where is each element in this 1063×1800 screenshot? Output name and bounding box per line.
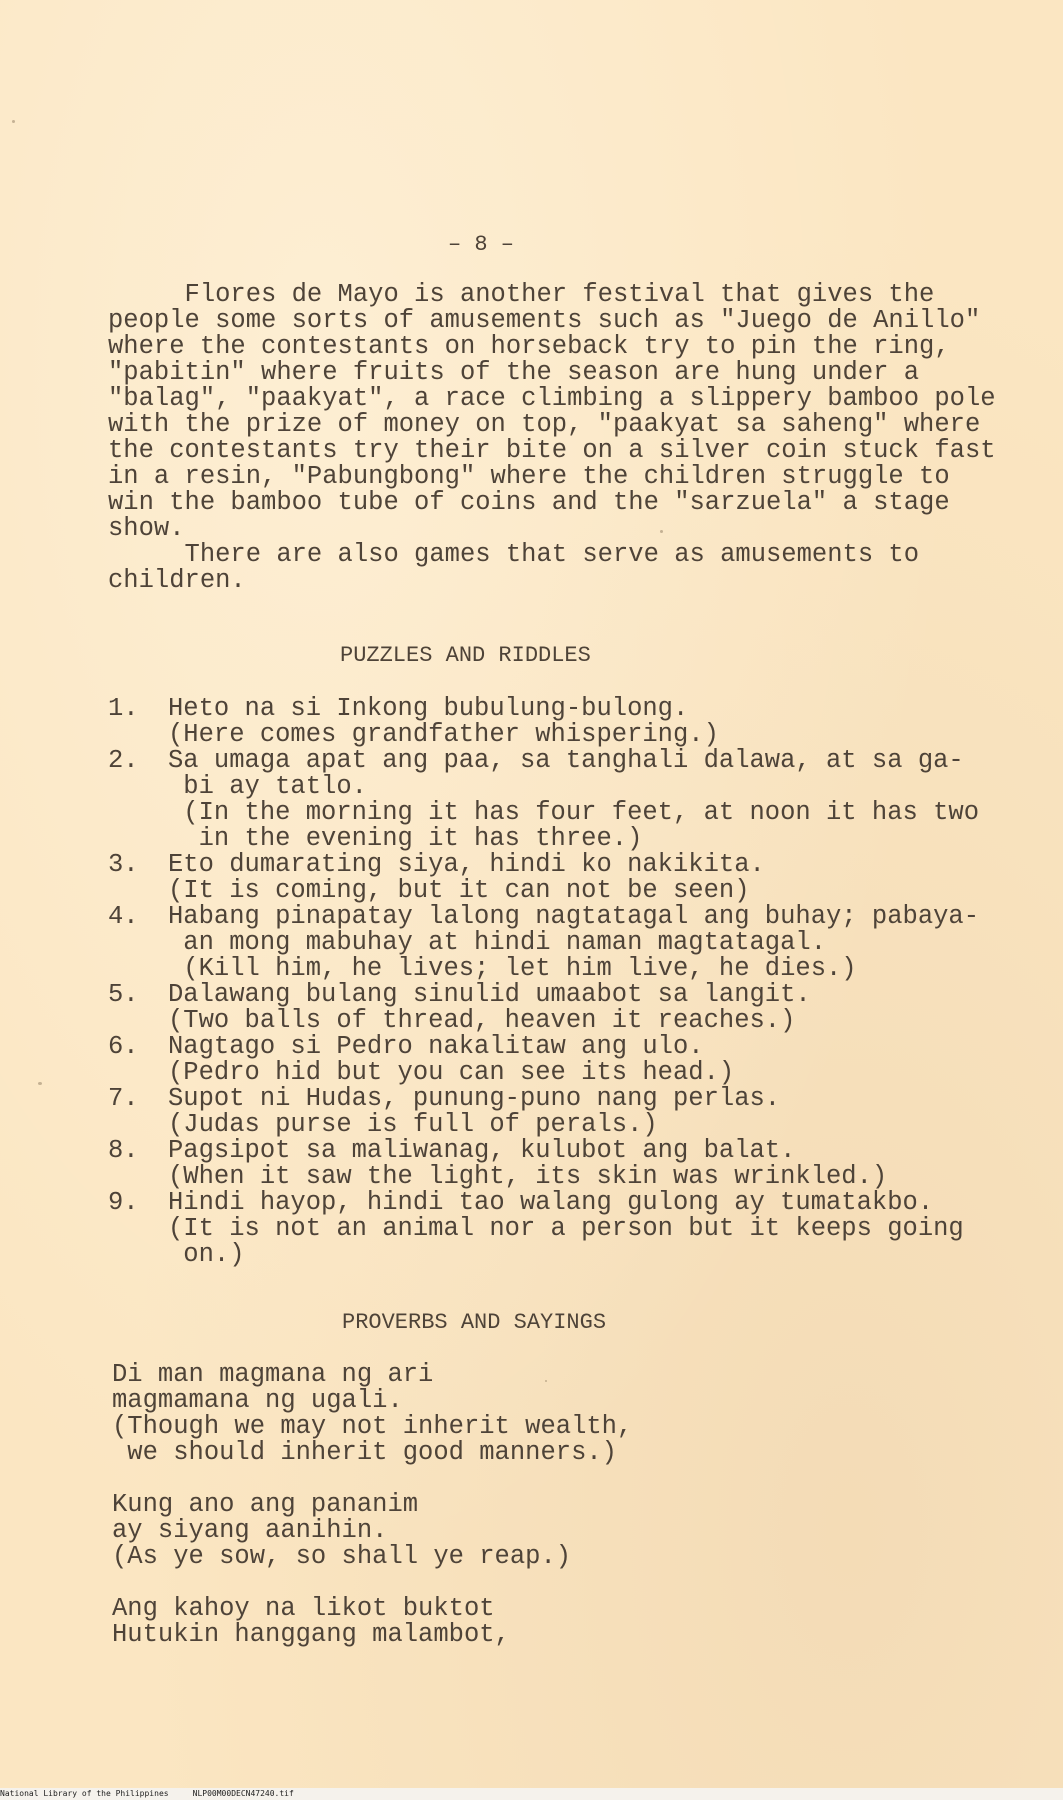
riddle-number: 9.	[108, 1188, 139, 1217]
riddle-text: Supot ni Hudas, punung-puno nang perlas. (Judas purse is full of perals.)	[168, 1084, 781, 1139]
riddle-number: 5.	[108, 980, 139, 1009]
list-item	[108, 982, 979, 1034]
riddle-number: 4.	[108, 902, 139, 931]
list-item	[108, 696, 979, 748]
riddle-text: Habang pinapatay lalong nagtatagal ang buhay; pabaya- an mong mabuhay at hindi naman magtatagal. (Kill him, he lives; let him live, he dies.)	[168, 902, 980, 983]
list-item	[108, 904, 979, 982]
paper-speck	[38, 1082, 42, 1085]
paper-speck	[660, 530, 663, 533]
riddle-number: 8.	[108, 1136, 139, 1165]
proverb: Di man magmana ng ari magmamana ng ugali. (Though we may not inherit wealth, we should inherit good manners.)	[112, 1360, 633, 1467]
riddle-number: 1.	[108, 694, 139, 723]
riddle-text: Dalawang bulang sinulid umaabot sa langit. (Two balls of thread, heaven it reaches.)	[168, 980, 811, 1035]
proverbs-heading: PROVERBS AND SAYINGS	[342, 1310, 607, 1335]
puzzles-heading: PUZZLES AND RIDDLES	[340, 643, 591, 668]
list-item	[108, 748, 979, 852]
riddle-number: 7.	[108, 1084, 139, 1113]
riddle-list	[108, 696, 979, 1268]
riddle-text: Nagtago si Pedro nakalitaw ang ulo. (Pedro hid but you can see its head.)	[168, 1032, 735, 1087]
paper-speck	[545, 1380, 547, 1382]
riddle-text: Heto na si Inkong bubulung-bulong. (Here comes grandfather whispering.)	[168, 694, 719, 749]
riddle-text: Eto dumarating siya, hindi ko nakikita. (It is coming, but it can not be seen)	[168, 850, 765, 905]
list-item	[108, 1138, 979, 1190]
riddle-number: 6.	[108, 1032, 139, 1061]
page-number: – 8 –	[448, 232, 515, 257]
riddle-number: 3.	[108, 850, 139, 879]
proverb: Kung ano ang pananim ay siyang aanihin. (As ye sow, so shall ye reap.)	[112, 1490, 572, 1571]
list-item	[108, 852, 979, 904]
archive-footer: National Library of the Philippines NLP00M00DECN47240.tif	[0, 1788, 1063, 1800]
paper-speck	[12, 120, 15, 123]
proverb: Ang kahoy na likot buktot Hutukin hanggang malambot,	[112, 1594, 510, 1649]
list-item	[108, 1086, 979, 1138]
intro-paragraph: Flores de Mayo is another festival that gives the people some sorts of amusements such as "Juego de Anillo" where the contestants on horseback try to pin the ring, "pabitin" where fruits of the season are hung under a "balag", "paakyat", a race climbing a slippery bamboo pole with the prize of money on top, "paakyat sa saheng" where the contestants try their bite on a silver coin stuck fast in a resin, "Pabungbong" where the children struggle to win the bamboo tube of coins and the "sarzuela" a stage show. There are also games that serve as amusements to children.	[108, 280, 996, 595]
riddle-text: Pagsipot sa maliwanag, kulubot ang balat. (When it saw the light, its skin was wrinkled.)	[168, 1136, 888, 1191]
proverb-list	[112, 1362, 632, 1674]
list-item	[108, 1190, 979, 1268]
riddle-number: 2.	[108, 746, 139, 775]
list-item	[108, 1034, 979, 1086]
riddle-text: Hindi hayop, hindi tao walang gulong ay tumatakbo. (It is not an animal nor a person but it keeps going on.)	[168, 1188, 964, 1269]
riddle-text: Sa umaga apat ang paa, sa tanghali dalawa, at sa ga- bi ay tatlo. (In the morning it has four feet, at noon it has two in the evening it has three.)	[168, 746, 980, 853]
